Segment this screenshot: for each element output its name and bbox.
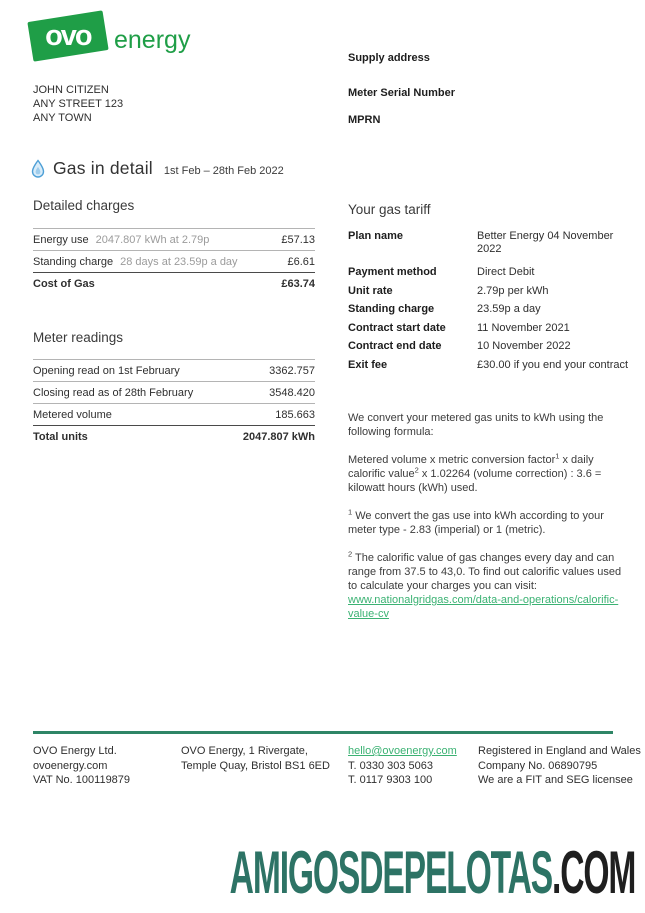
tariff-value: Better Energy 04 November 2022 (477, 230, 614, 255)
footnote-2: $^2$ The calorific value of gas changes every day and can range from 37.5 to 43,0. To find out calorific values used to calculate your charges you can visit: www.nationalgridgas.com/data-and-operations/calorific-value-cv (348, 549, 622, 620)
footnote-marker: 1 (555, 451, 560, 461)
table-row (33, 359, 315, 381)
tariff-row (348, 266, 631, 279)
table-row (33, 250, 315, 272)
footer-company-block (33, 744, 130, 788)
tariff-value: 11 November 2021 (477, 321, 570, 334)
table-row-total (33, 425, 315, 447)
page-title: Gas in detail (53, 158, 153, 178)
table-row (33, 381, 315, 403)
footer-email-link[interactable]: hello@ovoenergy.com (348, 745, 457, 757)
footer-divider (33, 731, 613, 734)
table-row (33, 403, 315, 425)
reading-label: Metered volume (33, 409, 112, 421)
meter-serial-label: Meter Serial Number (348, 87, 455, 99)
customer-name: JOHN CITIZEN (33, 84, 109, 96)
table-row-total (33, 272, 315, 294)
tariff-label: Payment method (348, 266, 437, 278)
tariff-row (348, 340, 631, 353)
ovo-logo (27, 10, 108, 61)
footer-vat-number: VAT No. 100119879 (33, 774, 131, 786)
table-row (33, 228, 315, 250)
tariff-label: Contract start date (348, 321, 446, 334)
tariff-row (348, 230, 631, 256)
ovo-logo-mark: ovo (45, 19, 91, 52)
charge-amount: £57.13 (281, 234, 315, 246)
customer-town: ANY TOWN (33, 112, 92, 124)
footer-company-name: OVO Energy Ltd. (33, 745, 117, 757)
footer-address-line: Temple Quay, Bristol BS1 6ED (181, 759, 330, 772)
charge-label: Standing charge (33, 256, 114, 268)
tariff-label: Contract end date (348, 340, 442, 352)
footer-contact-block (348, 744, 457, 788)
total-amount: £63.74 (281, 278, 315, 290)
tariff-value: 10 November 2022 (477, 340, 571, 352)
footer-phone: T. 0117 9303 100 (348, 774, 433, 786)
supply-address-label: Supply address (348, 52, 430, 64)
gas-section-header (30, 158, 284, 179)
reading-value: 3362.757 (269, 365, 315, 377)
gas-tariff-table (348, 230, 631, 377)
footer-licensee: We are a FIT and SEG licensee (478, 774, 633, 786)
footer-company-number: Company No. 06890795 (478, 759, 598, 772)
footnote-marker: 2 (348, 549, 353, 559)
tariff-value: 2.79p per kWh (477, 284, 549, 297)
conversion-note (348, 411, 632, 621)
customer-address (33, 83, 123, 125)
tariff-row (348, 322, 631, 335)
mprn-label: MPRN (348, 114, 381, 126)
footer-legal-block (478, 744, 641, 788)
watermark-tld: .COM (551, 839, 635, 906)
footer-phone: T. 0330 303 5063 (348, 759, 434, 772)
tariff-label: Exit fee (348, 358, 388, 371)
conversion-formula: Metered volume x metric conversion factor$^1$ x daily calorific value$^2$ x 1.02264 (volume correction) : 3.6 = kilowatt hours (kWh) used. (348, 451, 602, 494)
billing-period: 1st Feb – 28th Feb 2022 (163, 165, 284, 177)
detailed-charges-heading: Detailed charges (33, 198, 135, 213)
meter-readings-table (33, 359, 315, 447)
tariff-value: £30.00 if you end your contract (477, 358, 629, 371)
tariff-label: Unit rate (348, 284, 393, 297)
gas-flame-icon (30, 159, 46, 179)
tariff-value: Direct Debit (477, 266, 535, 278)
footer-website: ovoenergy.com (33, 759, 108, 772)
tariff-row (348, 303, 631, 316)
detailed-charges-table (33, 228, 315, 294)
tariff-value: 23.59p a day (477, 303, 541, 315)
reading-value: 185.663 (275, 409, 315, 421)
charge-label: Energy use (33, 234, 89, 246)
gas-tariff-heading: Your gas tariff (348, 202, 431, 217)
charge-detail: 2047.807 kWh at 2.79p (95, 234, 210, 246)
tariff-label: Plan name (348, 230, 404, 242)
footnote-marker: 2 (414, 465, 419, 475)
tariff-label: Standing charge (348, 303, 435, 315)
charge-detail: 28 days at 23.59p a day (120, 256, 238, 268)
reading-value: 3548.420 (269, 387, 315, 399)
reading-label: Closing read as of 28th February (33, 387, 194, 399)
footer-address-block (181, 744, 330, 773)
total-units-label: Total units (33, 431, 88, 443)
footer-registration: Registered in England and Wales (478, 745, 641, 757)
footnote-marker: 1 (348, 507, 353, 517)
ovo-logo-wordmark: energy (114, 26, 191, 54)
total-label: Cost of Gas (33, 278, 95, 290)
charge-amount: £6.61 (287, 256, 315, 268)
tariff-row (348, 285, 631, 298)
conversion-intro: We convert your metered gas units to kWh using the following formula: (348, 412, 604, 438)
total-units-value: 2047.807 kWh (242, 431, 315, 443)
customer-street: ANY STREET 123 (33, 98, 124, 110)
footnote-1: $^1$ We convert the gas use into kWh according to your meter type - 2.83 (imperial) or 1 (metric). (348, 507, 604, 536)
meter-readings-heading: Meter readings (33, 330, 124, 345)
footer-address-line: OVO Energy, 1 Rivergate, (181, 745, 308, 757)
watermark-name: AMIGOSDEPELOTAS (229, 839, 552, 906)
tariff-row (348, 359, 631, 372)
calorific-value-link[interactable]: www.nationalgridgas.com/data-and-operations/calorific-value-cv (348, 594, 619, 620)
watermark (229, 839, 635, 906)
reading-label: Opening read on 1st February (33, 365, 180, 377)
